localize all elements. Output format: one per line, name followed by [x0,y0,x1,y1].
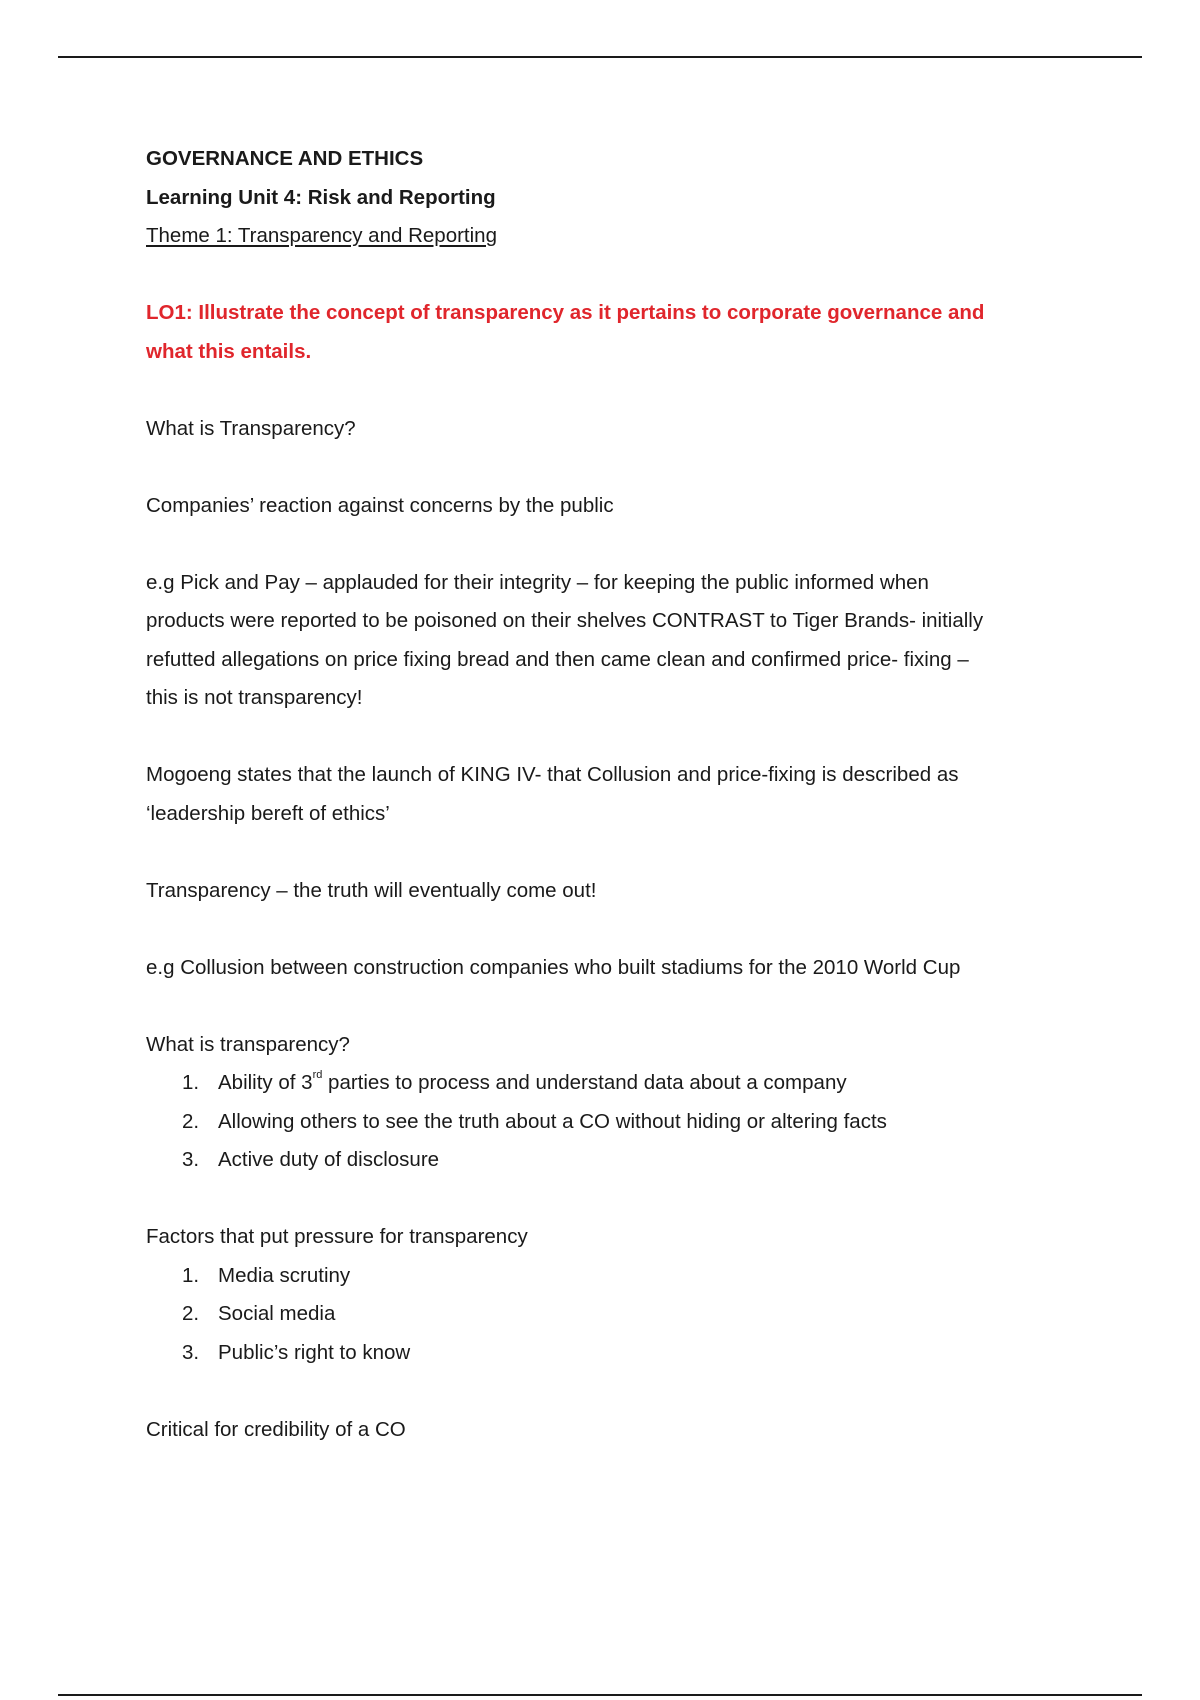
list-number: 1. [182,1263,200,1287]
objective-line-2: what this entails. [146,339,312,363]
course-title: GOVERNANCE AND ETHICS [146,147,424,170]
list-number: 2. [182,1302,200,1325]
factors-list [146,1257,1066,1373]
list-number: 1. [182,1071,200,1094]
question-what-is-transparency-2: What is transparency? [146,1032,350,1056]
objective-line-1: LO1: Illustrate the concept of transparency as it pertains to corporate governance and [146,301,985,324]
paragraph-companies-reaction: Companies’ reaction against concerns by the public [146,493,614,517]
paragraph-line: e.g Pick and Pay – applauded for their integrity – for keeping the public informed when [146,570,929,594]
list-item: 2. Social media [146,1295,1066,1334]
paragraph-line: refutted allegations on price fixing bread and then came clean and confirmed price- fixing – [146,647,969,671]
list-number: 2. [182,1109,200,1133]
question-what-is-transparency: What is Transparency? [146,416,356,440]
list-item: 1. Media scrutiny [146,1257,1066,1296]
list-item: 3. Public’s right to know [146,1334,1066,1373]
paragraph-collusion-example: e.g Collusion between construction companies who built stadiums for the 2010 World Cup [146,955,961,979]
paragraph-truth: Transparency – the truth will eventually come out! [146,878,597,902]
theme-title: Theme 1: Transparency and Reporting [146,224,497,247]
top-rule [58,56,1142,58]
paragraph-pick-and-pay [146,564,1066,718]
list-item: 3. Active duty of disclosure [146,1141,1066,1180]
list-item: 2. Allowing others to see the truth about a CO without hiding or altering facts [146,1103,1066,1142]
paragraph-line: this is not transparency! [146,686,363,709]
list-item: 1. Ability of 3rd parties to process and understand data about a company [146,1064,1066,1103]
closing-statement: Critical for credibility of a CO [146,1417,406,1441]
unit-title: Learning Unit 4: Risk and Reporting [146,185,496,209]
bottom-rule [58,1694,1142,1696]
transparency-definition-list [146,1064,1066,1180]
list-number: 3. [182,1340,200,1364]
list-number: 3. [182,1148,200,1171]
paragraph-line: Mogoeng states that the launch of KING IV- that Collusion and price-fixing is described as [146,763,959,786]
paragraph-line: products were reported to be poisoned on their shelves CONTRAST to Tiger Brands- initially [146,609,984,632]
factors-heading: Factors that put pressure for transparency [146,1225,528,1248]
paragraph-mogoeng [146,756,1066,833]
document-body [146,140,1066,1449]
paragraph-line: ‘leadership bereft of ethics’ [146,801,390,825]
